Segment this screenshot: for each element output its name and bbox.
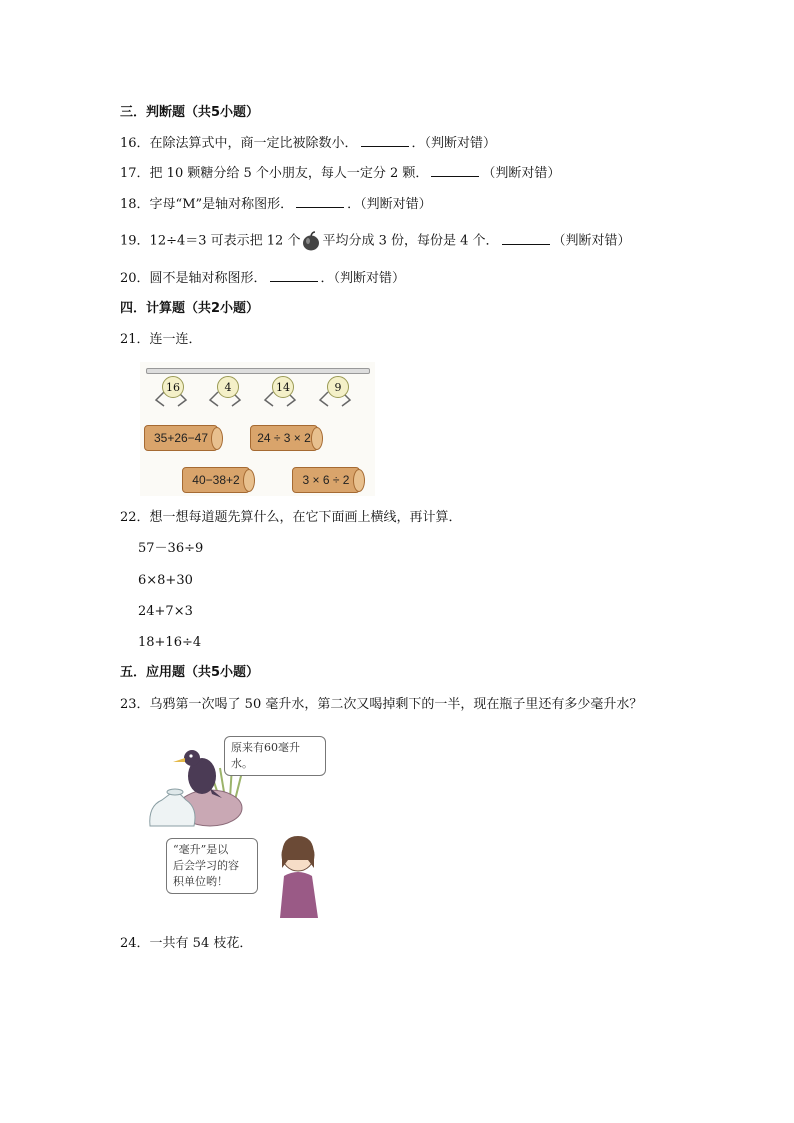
answer-blank-18[interactable] [296,195,344,208]
question-18 [120,195,432,214]
log-expression-3[interactable]: 40−38+2 [182,467,250,493]
apple-icon [302,231,320,251]
expression-3: 24+7×3 [138,604,193,619]
question-20-tail: ．（判断对错） [320,271,406,286]
answer-blank-20[interactable] [270,269,318,282]
log-expression-1[interactable]: 35+26−47 [144,425,218,451]
section-5-title: 五．应用题（共5小题） [120,665,260,680]
question-19-tail: （判断对错） [552,233,631,249]
log-expression-2[interactable]: 24 ÷ 3 × 2 [250,425,318,451]
question-18-text: 18．字母“M”是轴对称图形． [120,197,294,212]
section-3-title: 三．判断题（共5小题） [120,105,260,120]
bubble-2-line-2: 后会学习的容 [173,859,239,872]
speech-bubble-1: 原来有60毫升水。 [224,736,326,776]
number-ball-9[interactable]: 9 [327,376,349,398]
bubble-2-line-1: “毫升”是以 [173,843,229,856]
speech-bubble-2 [166,838,258,894]
question-17 [120,164,560,183]
number-ball-16[interactable]: 16 [162,376,184,398]
question-19-text-b: 平均分成 3 份，每份是 4 个． [322,233,499,249]
question-21: 21．连一连． [120,332,202,347]
expression-4: 18+16÷4 [138,635,202,650]
question-17-tail: （判断对错） [482,166,561,181]
number-ball-4[interactable]: 4 [217,376,239,398]
section-4-title: 四．计算题（共2小题） [120,301,260,316]
answer-blank-16[interactable] [361,134,409,147]
crow-illustration [140,728,326,918]
question-19 [120,231,631,251]
question-17-text: 17．把 10 颗糖分给 5 个小朋友，每人一定分 2 颗． [120,166,429,181]
matching-figure [140,362,375,496]
question-18-tail: ．（判断对错） [347,197,432,212]
question-19-text-a: 19．12÷4＝3 可表示把 12 个 [120,233,301,249]
number-ball-14[interactable]: 14 [272,376,294,398]
question-23: 23．乌鸦第一次喝了 50 毫升水，第二次又喝掉剩下的一半，现在瓶子里还有多少毫升水？ [120,697,643,712]
question-16-text: 16．在除法算式中，商一定比被除数小． [120,136,358,151]
question-16-tail: ．（判断对错） [411,136,497,151]
question-22: 22．想一想每道题先算什么，在它下面画上横线，再计算． [120,510,462,525]
bubble-2-line-3: 积单位哟！ [173,875,228,888]
expression-2: 6×8+30 [138,573,193,588]
answer-blank-19[interactable] [502,232,550,245]
question-16 [120,134,496,153]
expression-1: 57－36÷9 [138,541,204,556]
answer-blank-17[interactable] [431,164,479,177]
question-24: 24．一共有 54 枝花． [120,936,253,951]
log-expression-4[interactable]: 3 × 6 ÷ 2 [292,467,360,493]
question-20-text: 20．圆不是轴对称图形． [120,271,267,286]
question-20 [120,269,405,288]
